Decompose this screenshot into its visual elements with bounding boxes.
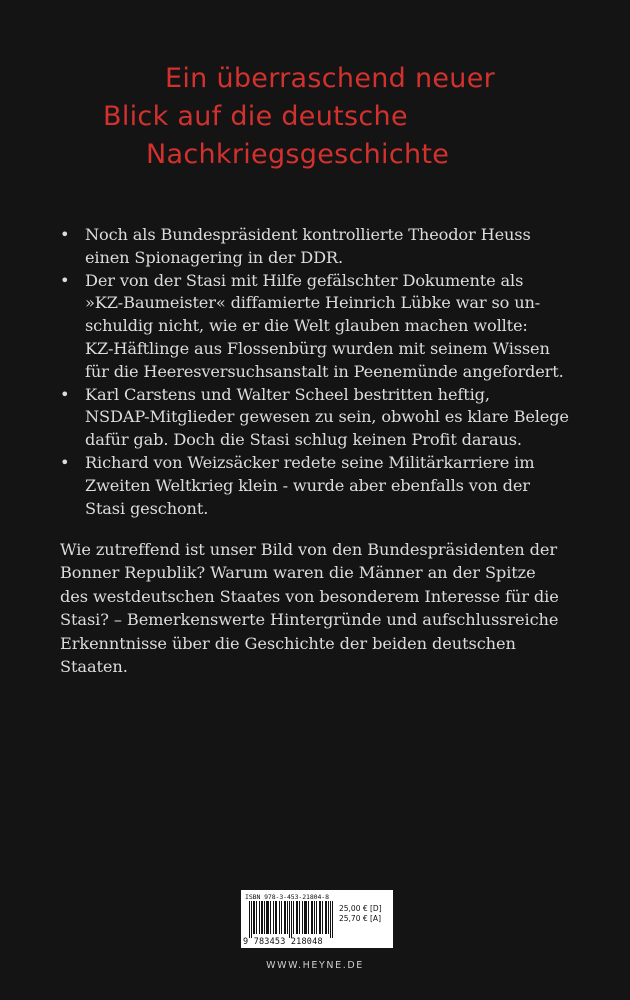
bullet-marker: • xyxy=(60,270,70,290)
bullet-line: dafür gab. Doch die Stasi schlug keinen Profit daraus. xyxy=(85,430,522,450)
blurb-line: Wie zutreffend ist unser Bild von den Bundespräsidenten der xyxy=(60,540,558,559)
headline-line-2: Blick auf die deutsche xyxy=(103,101,408,132)
bullet-line: einen Spionagering in der DDR. xyxy=(85,247,343,267)
price-block xyxy=(339,904,382,924)
headline-line-3: Nachkriegsgeschichte xyxy=(146,139,450,170)
barcode-label xyxy=(241,890,393,948)
headline xyxy=(0,60,630,174)
bullet-item xyxy=(60,224,590,270)
bullet-line: Karl Carstens und Walter Scheel bestritten heftig, xyxy=(85,384,490,404)
publisher-url: WWW.HEYNE.DE xyxy=(266,960,364,971)
bullet-item xyxy=(60,452,590,520)
bullet-list xyxy=(60,224,590,520)
bullet-marker: • xyxy=(60,452,70,472)
headline-line-1: Ein überraschend neuer xyxy=(165,63,496,94)
isbn-number: ISBN 978-3-453-21804-8 xyxy=(245,893,329,901)
bullet-marker: • xyxy=(60,384,70,404)
bullet-item xyxy=(60,384,590,452)
blurb-line: Stasi? – Bemerkenswerte Hintergründe und aufschlussreiche xyxy=(60,610,559,630)
bullet-line: »KZ-Baumeister« diffamierte Heinrich Lübke war so un- xyxy=(85,293,541,313)
blurb-paragraph xyxy=(60,538,600,678)
bullet-line: Noch als Bundespräsident kontrollierte Theodor Heuss xyxy=(85,225,531,244)
barcode-icon xyxy=(249,901,333,938)
bullet-line: NSDAP-Mitglieder gewesen zu sein, obwohl es klare Belege xyxy=(85,407,569,427)
bullet-line: schuldig nicht, wie er die Welt glauben machen wollte: xyxy=(85,316,528,336)
price-germany: 25,00 € [D] xyxy=(339,904,382,913)
ean-digits: 9 783453 218048 xyxy=(243,937,323,947)
blurb-line: Staaten. xyxy=(60,657,128,677)
blurb-line: des westdeutschen Staates von besonderem Interesse für die xyxy=(60,586,559,606)
price-austria: 25,70 € [A] xyxy=(339,914,381,923)
bullet-line: Zweiten Weltkrieg klein - wurde aber ebenfalls von der xyxy=(85,475,530,495)
blurb-line: Erkenntnisse über die Geschichte der beiden deutschen xyxy=(60,633,516,653)
bullet-marker: • xyxy=(60,225,70,244)
blurb-line: Bonner Republik? Warum waren die Männer an der Spitze xyxy=(60,563,536,583)
bullet-line: Richard von Weizsäcker redete seine Militärkarriere im xyxy=(85,452,535,472)
bullet-item xyxy=(60,270,590,384)
bullet-line: KZ-Häftlinge aus Flossenbürg wurden mit seinem Wissen xyxy=(85,338,550,358)
bullet-line: für die Heeresversuchsanstalt in Peenemünde angefordert. xyxy=(85,361,564,381)
bullet-line: Der von der Stasi mit Hilfe gefälschter Dokumente als xyxy=(85,270,524,290)
bullet-line: Stasi geschont. xyxy=(85,498,209,518)
